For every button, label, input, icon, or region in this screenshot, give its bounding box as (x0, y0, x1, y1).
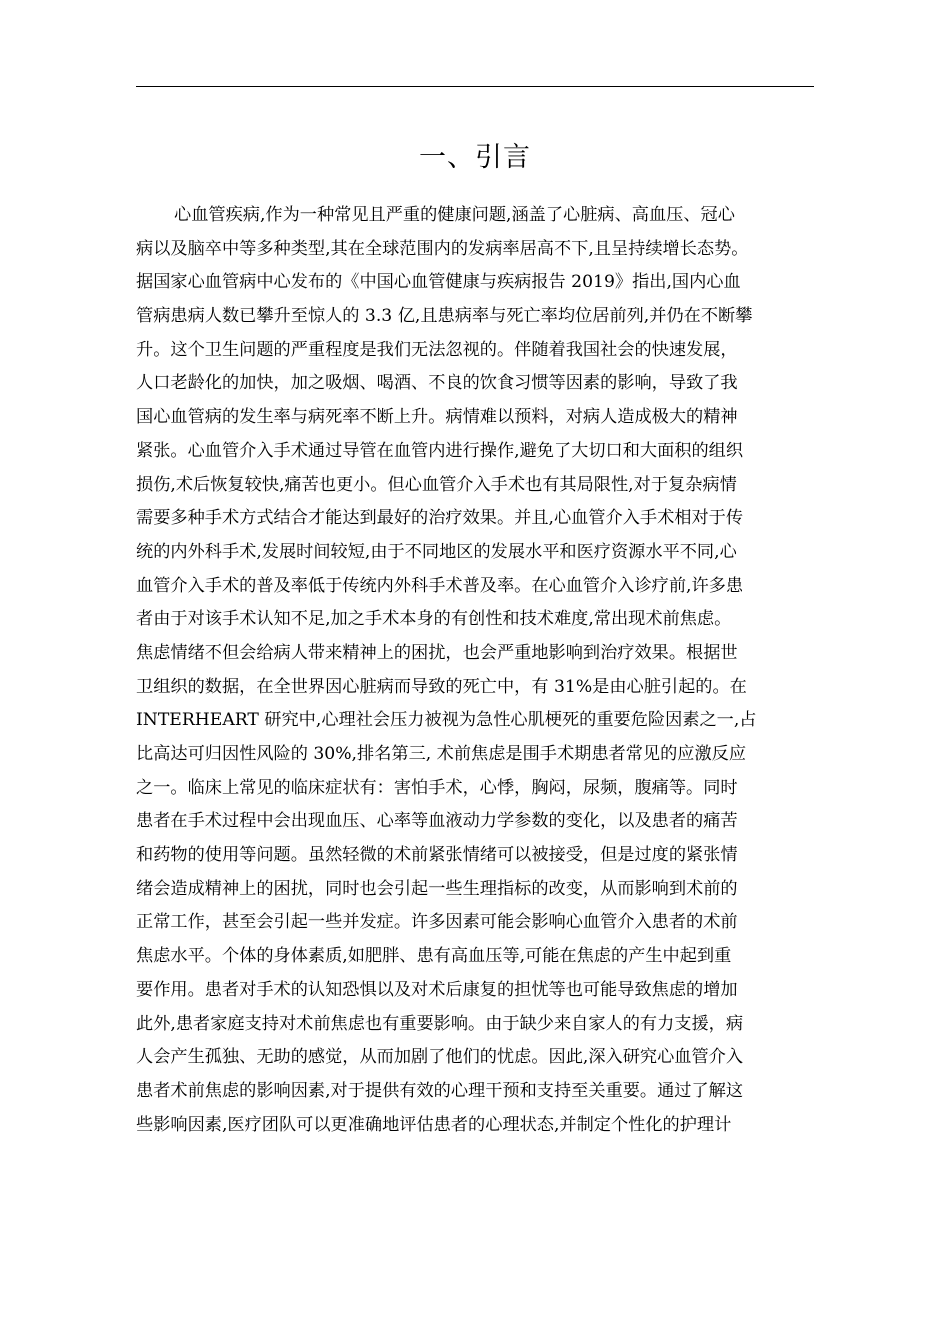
paragraph-line: 血管介入手术的普及率低于传统内外科手术普及率。在心血管介入诊疗前,许多患 (136, 575, 744, 596)
paragraph-line: 之一。临床上常见的临床症状有：害怕手术，心悸，胸闷，尿频，腹痛等。同时 (136, 777, 738, 798)
paragraph-line: 紧张。心血管介入手术通过导管在血管内进行操作,避免了大切口和大面积的组织 (136, 440, 744, 461)
paragraph-line: 此外,患者家庭支持对术前焦虑也有重要影响。由于缺少来自家人的有力支援，病 (136, 1013, 744, 1034)
paragraph-line: 焦虑水平。个体的身体素质,如肥胖、患有高血压等,可能在焦虑的产生中起到重 (136, 946, 732, 967)
paragraph-line: 者由于对该手术认知不足,加之手术本身的有创性和技术难度,常出现术前焦虑。 (136, 609, 732, 630)
paragraph-line: 焦虑情绪不但会给病人带来精神上的困扰，也会严重地影响到治疗效果。根据世 (136, 642, 738, 663)
paragraph-line: 心血管疾病,作为一种常见且严重的健康问题,涵盖了心脏病、高血压、冠心 (174, 205, 735, 225)
paragraph-line: 需要多种手术方式结合才能达到最好的治疗效果。并且,心血管介入手术相对于传 (136, 508, 744, 529)
paragraph-line: 管病患病人数已攀升至惊人的 3.3 亿,且患病率与死亡率均位居前列,并仍在不断攀 (136, 306, 753, 327)
paragraph-line: 绪会造成精神上的困扰，同时也会引起一些生理指标的改变，从而影响到术前的 (136, 878, 738, 899)
section-title: 一、引言 (419, 142, 531, 173)
paragraph-line: 正常工作，甚至会引起一些并发症。许多因素可能会影响心血管介入患者的术前 (136, 912, 738, 933)
paragraph-line: 比高达可归因性风险的 30%,排名第三, 术前焦虑是围手术期患者常见的应激反应 (136, 744, 747, 764)
paragraph-line: 病以及脑卒中等多种类型,其在全球范围内的发病率居高不下,且呈持续增长态势。 (136, 238, 749, 259)
paragraph-line: 患者术前焦虑的影响因素,对于提供有效的心理干预和支持至关重要。通过了解这 (136, 1080, 744, 1101)
paragraph-line: 损伤,术后恢复较快,痛苦也更小。但心血管介入手术也有其局限性,对于复杂病情 (136, 474, 737, 495)
body-paragraph (136, 199, 816, 1142)
paragraph-line: 要作用。患者对手术的认知恐惧以及对术后康复的担忧等也可能导致焦虑的增加 (136, 979, 738, 1000)
header-rule (136, 86, 814, 87)
paragraph-line: 人口老龄化的加快，加之吸烟、喝酒、不良的饮食习惯等因素的影响，导致了我 (136, 373, 738, 394)
paragraph-line: 据国家心血管病中心发布的《中国心血管健康与疾病报告 2019》指出,国内心血 (136, 272, 741, 293)
paragraph-line: 些影响因素,医疗团队可以更准确地评估患者的心理状态,并制定个性化的护理计 (136, 1114, 732, 1135)
paragraph-line: 卫组织的数据，在全世界因心脏病而导致的死亡中，有 31%是由心脏引起的。在 (136, 676, 747, 697)
paragraph-line: 患者在手术过程中会出现血压、心率等血液动力学参数的变化，以及患者的痛苦 (136, 811, 738, 832)
paragraph-line: 统的内外科手术,发展时间较短,由于不同地区的发展水平和医疗资源水平不同,心 (136, 541, 737, 562)
paragraph-line: 国心血管病的发生率与病死率不断上升。病情难以预料，对病人造成极大的精神 (136, 407, 738, 428)
paragraph-line: 人会产生孤独、无助的感觉，从而加剧了他们的忧虑。因此,深入研究心血管介入 (136, 1047, 744, 1068)
paragraph-line: INTERHEART 研究中,心理社会压力被视为急性心肌梗死的重要危险因素之一,占 (136, 710, 757, 731)
paragraph-line: 和药物的使用等问题。虽然轻微的术前紧张情绪可以被接受，但是过度的紧张情 (136, 845, 738, 866)
paragraph-line: 升。这个卫生问题的严重程度是我们无法忽视的。伴随着我国社会的快速发展， (136, 339, 738, 360)
